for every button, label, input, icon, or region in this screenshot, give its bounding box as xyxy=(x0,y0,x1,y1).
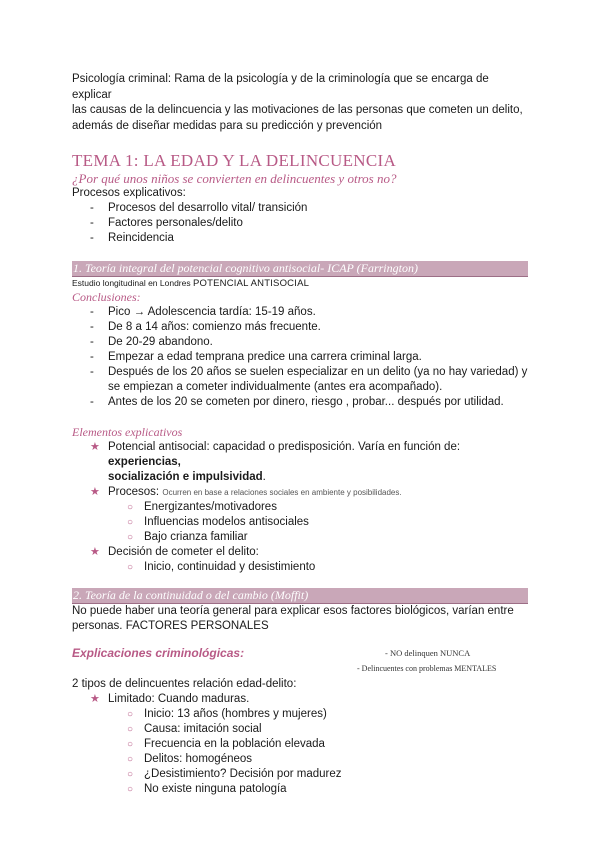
section-heading-icap: 1. Teoría integral del potencial cognitivo antisocial- ICAP (Farrington) xyxy=(72,261,528,277)
section-heading-moffit: 2. Teoría de la continuidad o del cambio (Moffit) xyxy=(72,588,528,604)
list-item-text: Causa: imitación social xyxy=(144,723,262,735)
circle-bullet-icon: ○ xyxy=(127,532,134,543)
intro-paragraph xyxy=(72,72,528,134)
list-item-text: Influencias modelos antisociales xyxy=(144,516,309,528)
list-item: - Procesos del desarrollo vital/ transición xyxy=(72,201,528,216)
elementos-list xyxy=(72,440,528,500)
handwritten-note: - Delincuentes con problemas MENTALES xyxy=(357,664,497,673)
moffit-paragraph-line: personas. FACTORES PERSONALES xyxy=(72,620,269,632)
list-item-text: Bajo crianza familiar xyxy=(144,531,248,543)
explicaciones-label: Explicaciones criminológicas: xyxy=(72,646,245,660)
circle-bullet-icon: ○ xyxy=(127,739,134,750)
moffit-paragraph-line: No puede haber una teoría general para explicar esos factores biológicos, varían entre xyxy=(72,605,514,617)
study-small-text: Estudio longitudinal en Londres xyxy=(72,278,191,288)
list-item: - Pico → Adolescencia tardía: 15-19 años. xyxy=(72,305,528,320)
circle-bullet-icon: ○ xyxy=(127,517,134,528)
circle-bullet-icon: ○ xyxy=(127,709,134,720)
list-item-line: Después de los 20 años se suelen especializar en un delito (ya no hay variedad) y xyxy=(108,366,528,378)
star-icon: ★ xyxy=(90,546,100,558)
list-item-text: Energizantes/motivadores xyxy=(144,501,277,513)
list-item: - Reincidencia xyxy=(72,231,528,246)
list-item xyxy=(72,545,528,560)
procesos-sublist xyxy=(72,500,528,545)
list-item-text: Inicio: 13 años (hombres y mujeres) xyxy=(144,708,327,720)
tema-question: ¿Por qué unos niños se convierten en delincuentes y otros no? xyxy=(72,171,397,186)
tipos-label: 2 tipos de delincuentes relación edad-delito: xyxy=(72,678,297,690)
list-item: - De 8 a 14 años: comienzo más frecuente. xyxy=(72,320,528,335)
procesos-label: Procesos explicativos: xyxy=(72,187,186,199)
decision-list xyxy=(72,545,528,560)
list-item xyxy=(72,560,528,575)
list-item xyxy=(72,515,528,530)
limitado-sublist xyxy=(72,707,528,797)
star-icon: ★ xyxy=(90,441,100,453)
list-item xyxy=(72,707,528,722)
circle-bullet-icon: ○ xyxy=(127,502,134,513)
elementos-label: Elementos explicativos xyxy=(72,425,183,439)
tema-title: TEMA 1: LA EDAD Y LA DELINCUENCIA xyxy=(72,151,397,170)
list-item xyxy=(72,485,528,500)
list-item xyxy=(72,440,528,485)
study-line xyxy=(72,277,528,290)
list-item-text: Inicio, continuidad y desistimiento xyxy=(144,561,316,573)
list-item xyxy=(72,767,528,782)
procesos-note: Ocurren en base a relaciones sociales en ambiente y posibilidades. xyxy=(162,488,402,497)
potencial-bold-1: experiencias, xyxy=(108,456,181,468)
circle-bullet-icon: ○ xyxy=(127,724,134,735)
list-item: - Empezar a edad temprana predice una carrera criminal larga. xyxy=(72,350,528,365)
decision-label: Decisión de cometer el delito: xyxy=(108,546,259,558)
conclusiones-list xyxy=(72,305,528,410)
potencial-text: Potencial antisocial: capacidad o predisposición. Varía en función de: xyxy=(108,441,461,453)
intro-line: las causas de la delincuencia y las motivaciones de las personas que cometen un delito, xyxy=(72,104,523,116)
list-item: - De 20-29 abandono. xyxy=(72,335,528,350)
list-item-text: Frecuencia en la población elevada xyxy=(144,738,325,750)
explicaciones-row xyxy=(72,646,528,676)
list-item xyxy=(72,500,528,515)
conclusiones-label: Conclusiones: xyxy=(72,290,141,304)
procesos-list xyxy=(72,201,528,246)
list-item xyxy=(72,692,528,707)
circle-bullet-icon: ○ xyxy=(127,784,134,795)
list-item: - Factores personales/delito xyxy=(72,216,528,231)
procesos-label: Procesos: xyxy=(108,486,160,498)
circle-bullet-icon: ○ xyxy=(127,754,134,765)
potencial-bold-2: socialización e impulsividad xyxy=(108,471,263,483)
list-item-text: No existe ninguna patología xyxy=(144,783,287,795)
list-item xyxy=(72,782,528,797)
star-icon: ★ xyxy=(90,693,100,705)
list-item-line: se empiezan a cometer individualmente (antes era acompañado). xyxy=(108,381,443,393)
intro-line: Psicología criminal: Rama de la psicología y de la criminología que se encarga de explicar xyxy=(72,73,489,101)
list-item xyxy=(72,530,528,545)
list-item-text: Delitos: homogéneos xyxy=(144,753,253,765)
list-item xyxy=(72,722,528,737)
study-caps-text: POTENCIAL ANTISOCIAL xyxy=(193,278,310,289)
circle-bullet-icon: ○ xyxy=(127,562,134,573)
circle-bullet-icon: ○ xyxy=(127,769,134,780)
document-page xyxy=(72,72,528,797)
handwritten-note: - NO delinquen NUNCA xyxy=(385,648,471,658)
list-item-text: ¿Desistimiento? Decisión por madurez xyxy=(144,768,342,780)
limitado-label: Limitado: Cuando maduras. xyxy=(108,693,250,705)
decision-sublist xyxy=(72,560,528,575)
tipos-list xyxy=(72,692,528,707)
potencial-end: . xyxy=(262,471,266,483)
star-icon: ★ xyxy=(90,486,100,498)
list-item xyxy=(72,752,528,767)
list-item xyxy=(72,737,528,752)
list-item: - Antes de los 20 se cometen por dinero, riesgo , probar... después por utilidad. xyxy=(72,395,528,410)
list-item xyxy=(72,365,528,395)
intro-line: además de diseñar medidas para su predicción y prevención xyxy=(72,119,383,132)
